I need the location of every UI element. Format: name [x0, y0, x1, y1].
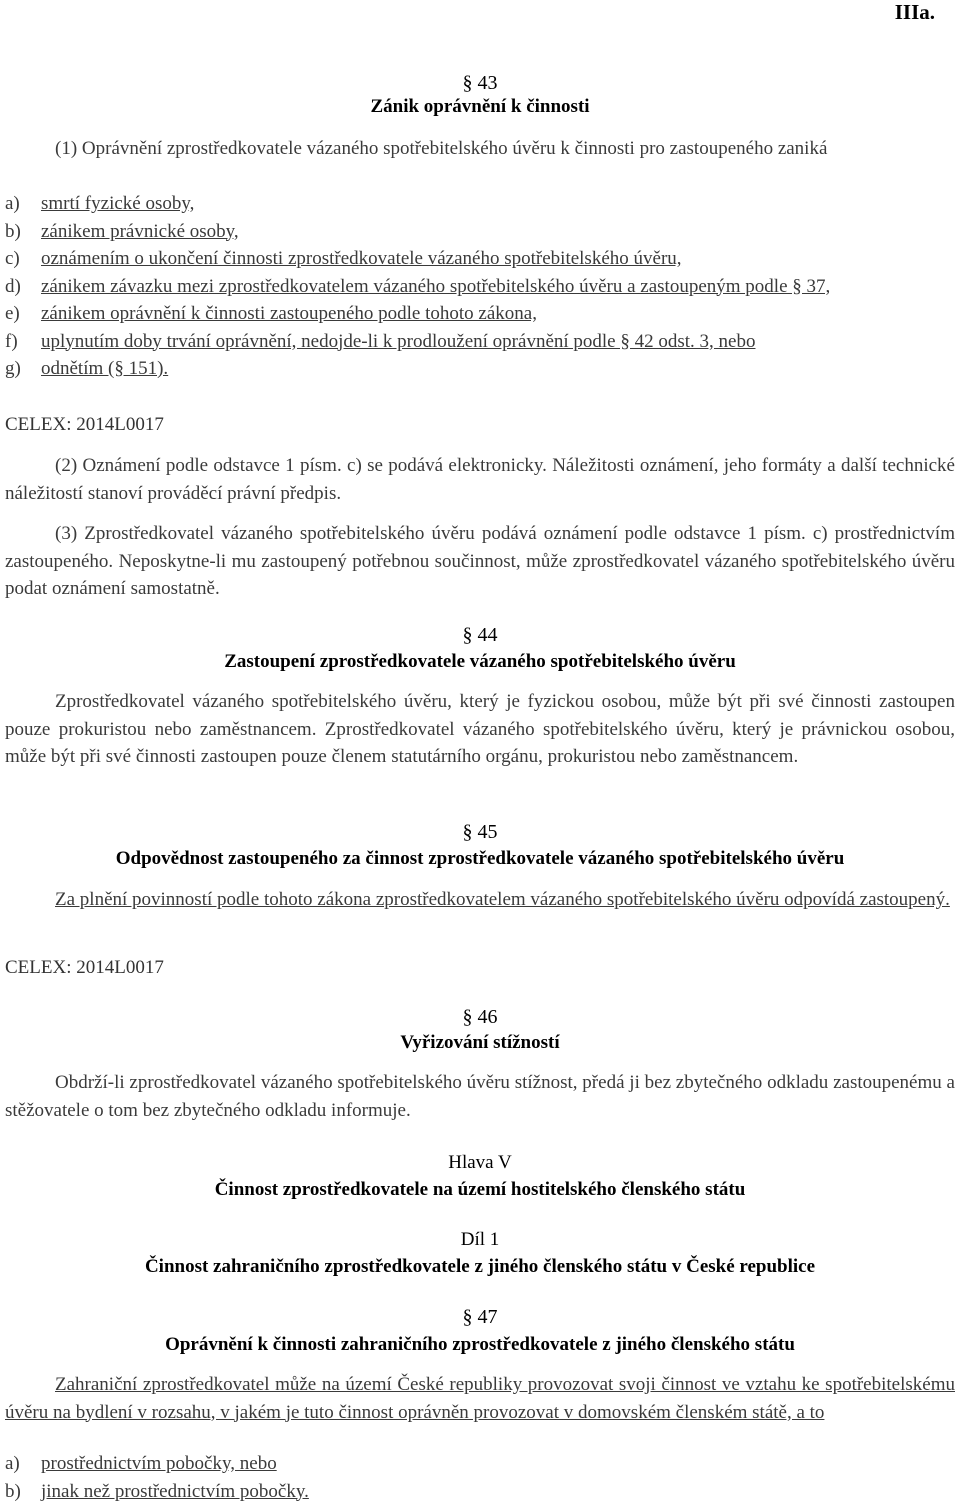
section-43-list [5, 190, 955, 383]
list-item: c) oznámením o ukončení činnosti zprostředkovatele vázaného spotřebitelského úvěru, [5, 248, 682, 269]
section-44-number: § 44 [462, 624, 498, 646]
celex-reference: CELEX: 2014L0017 [5, 414, 164, 435]
list-item: f) uplynutím doby trvání oprávnění, nedojde-li k prodloužení oprávnění podle § 42 odst. 3, nebo [5, 330, 756, 352]
list-item: e) zánikem oprávnění k činnosti zastoupeného podle tohoto zákona, [5, 303, 537, 324]
document-page [5, 0, 955, 1505]
section-45-number: § 45 [462, 821, 498, 843]
section-44-para-1: Zprostředkovatel vázaného spotřebitelského úvěru, který je fyzickou osobou, může být při své činnosti zastoupen pouze prokuristou nebo zaměstnancem. Zprostředkovatel vázaného spotřebitelského úvěru, který je právnickou osobou, může být při své činnosti zastoupen pouze členem statutárního orgánu, prokuristou nebo zaměstnancem. [5, 691, 955, 767]
section-43-para-2: (2) Oznámení podle odstavce 1 písm. c) se podává elektronicky. Náležitosti oznámení, jeho formáty a další technické náležitostí stanoví prováděcí právní předpis. [5, 455, 955, 504]
section-43-title: Zánik oprávnění k činnosti [370, 96, 590, 117]
section-46-para-1: Obdrží-li zprostředkovatel vázaného spotřebitelského úvěru stížnost, předá ji bez zbytečného odkladu zastoupenému a stěžovatele o tom bez zbytečného odkladu informuje. [5, 1072, 955, 1121]
section-47-para-1: Zahraniční zprostředkovatel může na území České republiky provozovat svoji činnost ve vztahu ke spotřebitelskému úvěru na bydlení v rozsahu, v jakém je tuto činnost oprávněn provozovat v domovském členském státě, a to [5, 1374, 955, 1423]
section-45-para-1: Za plnění povinností podle tohoto zákona zprostředkovatelem vázaného spotřebitelského úvěru odpovídá zastoupený. [55, 889, 950, 910]
list-item: a) smrtí fyzické osoby, [5, 193, 195, 214]
hlava-title: Činnost zprostředkovatele na území hostitelského členského státu [214, 1179, 746, 1200]
section-46-title: Vyřizování stížností [400, 1032, 560, 1053]
list-item: d) zánikem závazku mezi zprostředkovatelem vázaného spotřebitelského úvěru a zastoupeným podle § 37, [5, 275, 831, 297]
hlava-label: Hlava V [448, 1152, 512, 1173]
list-item: b) zánikem právnické osoby, [5, 220, 239, 242]
section-43-para-1: (1) Oprávnění zprostředkovatele vázaného spotřebitelského úvěru k činnosti pro zastoupeného zaniká [55, 138, 828, 159]
section-46-number: § 46 [462, 1006, 498, 1028]
section-47-number: § 47 [462, 1306, 498, 1328]
list-item: g) odnětím (§ 151). [5, 358, 169, 379]
list-item: a) prostřednictvím pobočky, nebo [5, 1453, 277, 1474]
section-47-title: Oprávnění k činnosti zahraničního zprostředkovatele z jiného členského státu [165, 1334, 795, 1355]
section-43-number: § 43 [462, 72, 498, 94]
celex-reference: CELEX: 2014L0017 [5, 957, 164, 978]
section-47-list [5, 1450, 955, 1505]
section-44-title: Zastoupení zprostředkovatele vázaného spotřebitelského úvěru [224, 651, 736, 672]
section-45-title: Odpovědnost zastoupeného za činnost zprostředkovatele vázaného spotřebitelského úvěru [115, 848, 845, 869]
dil-title: Činnost zahraničního zprostředkovatele z jiného členského státu v České republice [144, 1256, 816, 1277]
dil-label: Díl 1 [460, 1229, 500, 1250]
corner-label: IIIa. [894, 0, 935, 24]
list-item: b) jinak než prostřednictvím pobočky. [5, 1480, 309, 1502]
section-43-para-3: (3) Zprostředkovatel vázaného spotřebitelského úvěru podává oznámení podle odstavce 1 písm. c) prostřednictvím zastoupeného. Neposkytne-li mu zastoupený potřebnou součinnost, může zprostředkovatel vázaného spotřebitelského úvěru podat oznámení samostatně. [5, 523, 955, 599]
